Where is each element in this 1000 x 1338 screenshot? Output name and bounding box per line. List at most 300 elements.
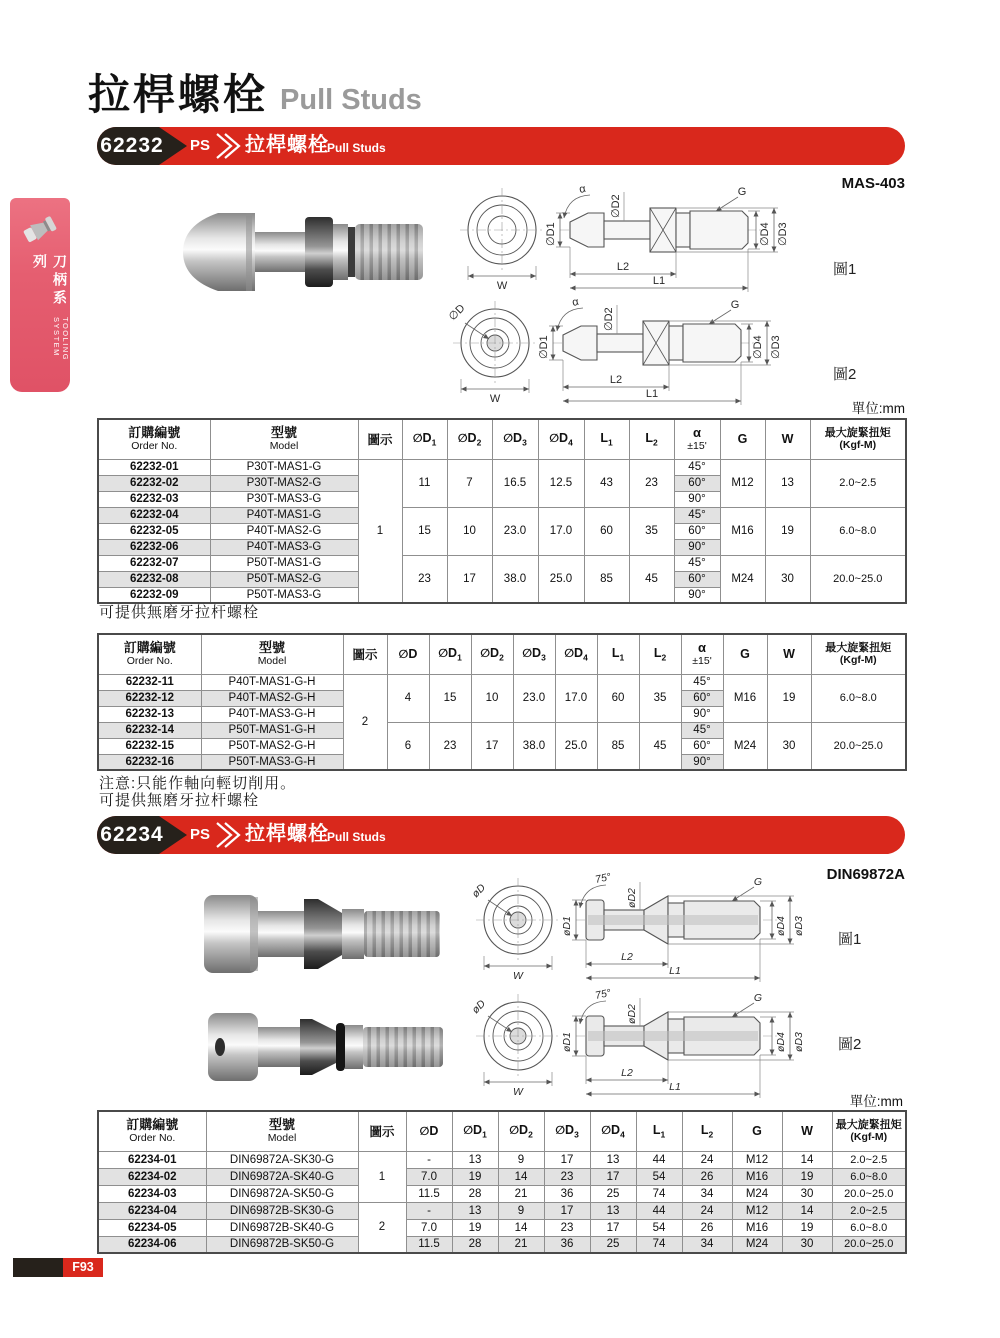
cell: 62232-12 <box>98 690 201 706</box>
column-header: 最大旋緊扭矩 (Kgf-M) <box>811 634 906 674</box>
column-header: G <box>732 1111 782 1151</box>
unit-label: 單位:mm <box>849 1094 903 1109</box>
figure-caption: 圖1 <box>838 931 862 948</box>
column-header: 訂購編號 Order No. <box>98 634 201 674</box>
cell: 1 <box>358 1151 406 1202</box>
table-row <box>98 674 906 690</box>
section-title-en: Pull Studs <box>327 830 386 844</box>
banner-background <box>97 127 905 165</box>
cell: M12 <box>732 1151 782 1168</box>
cell: 62232-09 <box>98 587 210 603</box>
table-row <box>98 507 906 523</box>
cell: 2.0~2.5 <box>810 459 906 507</box>
cell: 34 <box>682 1185 732 1202</box>
cell: 19 <box>782 1168 832 1185</box>
svg-text:øD: øD <box>469 881 489 901</box>
cell: M16 <box>732 1168 782 1185</box>
column-header: $\emptyset D_3$ <box>492 419 538 459</box>
cell: 10 <box>471 674 513 722</box>
svg-text:øD1: øD1 <box>561 1032 573 1052</box>
svg-text:W: W <box>513 970 523 982</box>
svg-text:L2: L2 <box>616 261 630 273</box>
cell: 15 <box>402 507 447 555</box>
cell: M24 <box>723 722 767 770</box>
table-row <box>98 1202 906 1219</box>
column-header: $L_2$ <box>629 419 674 459</box>
cell: 20.0~25.0 <box>832 1236 906 1253</box>
cell: 7.0 <box>406 1219 452 1236</box>
column-header: 最大旋緊扭矩 (Kgf-M) <box>832 1111 906 1151</box>
column-header: $\emptyset D_3$ <box>513 634 555 674</box>
cell: 25 <box>590 1185 636 1202</box>
column-header: α ±15' <box>681 634 723 674</box>
svg-text:∅D4: ∅D4 <box>759 222 771 246</box>
cell: 13 <box>452 1202 498 1219</box>
cell: P30T-MAS3-G <box>210 491 358 507</box>
cell: 62232-02 <box>98 475 210 491</box>
svg-text:L1: L1 <box>645 388 659 400</box>
svg-text:L2: L2 <box>621 951 633 963</box>
cell: 17 <box>471 722 513 770</box>
cell: 60° <box>681 738 723 754</box>
cell: 85 <box>584 555 629 603</box>
cell: 28 <box>452 1236 498 1253</box>
cell: M12 <box>732 1202 782 1219</box>
column-header: 圖示 <box>358 419 402 459</box>
cell: 62234-05 <box>98 1219 206 1236</box>
technical-drawing-din-fig2 <box>468 986 840 1115</box>
svg-text:L2: L2 <box>621 1067 633 1079</box>
column-header: 訂購編號 Order No. <box>98 1111 206 1151</box>
cell: 6.0~8.0 <box>810 507 906 555</box>
table-header-row <box>98 419 906 459</box>
svg-text:øD4: øD4 <box>775 1032 787 1052</box>
cell: 60° <box>674 475 720 491</box>
cell: 44 <box>636 1151 682 1168</box>
cell: 24 <box>682 1151 732 1168</box>
sidebar-tab-tooling-system <box>10 198 70 392</box>
cell: 17 <box>590 1219 636 1236</box>
column-header: $L_1$ <box>584 419 629 459</box>
cell: 6.0~8.0 <box>832 1168 906 1185</box>
page-title <box>88 62 422 122</box>
column-header: 型號 Model <box>210 419 358 459</box>
cell: 44 <box>636 1202 682 1219</box>
cell: 21 <box>498 1236 544 1253</box>
column-header: W <box>782 1111 832 1151</box>
svg-text:L2: L2 <box>609 374 623 386</box>
table-row <box>98 555 906 571</box>
svg-text:∅D1: ∅D1 <box>538 335 550 359</box>
figure-caption: 圖2 <box>833 366 857 383</box>
cell: 62234-06 <box>98 1236 206 1253</box>
cell: 10 <box>447 507 492 555</box>
table-row <box>98 459 906 475</box>
cell: 35 <box>639 674 681 722</box>
cell: 17.0 <box>555 674 597 722</box>
spec-table-62232-threaded <box>97 418 907 604</box>
spec-table-62232-with-hole <box>97 633 907 771</box>
section-code: 62232 <box>100 134 164 157</box>
svg-text:G: G <box>730 299 740 311</box>
cell: 54 <box>636 1168 682 1185</box>
cell: 62232-08 <box>98 571 210 587</box>
column-header: G <box>723 634 767 674</box>
cell: 23 <box>544 1168 590 1185</box>
cell: 45° <box>681 722 723 738</box>
cell: 36 <box>544 1236 590 1253</box>
cell: 43 <box>584 459 629 507</box>
svg-text:∅D: ∅D <box>446 302 468 324</box>
cell: 2.0~2.5 <box>832 1151 906 1168</box>
table-row <box>98 1236 906 1253</box>
svg-text:G: G <box>737 186 747 198</box>
cell: 7 <box>447 459 492 507</box>
section-code: 62234 <box>100 823 164 846</box>
cell: 7.0 <box>406 1168 452 1185</box>
cell: M12 <box>720 459 765 507</box>
cell: 26 <box>682 1219 732 1236</box>
column-header: 圖示 <box>343 634 387 674</box>
svg-text:75°: 75° <box>594 870 613 886</box>
cell: 90° <box>674 539 720 555</box>
table-header-row <box>98 634 906 674</box>
cell: 14 <box>782 1202 832 1219</box>
svg-text:L1: L1 <box>669 965 681 977</box>
cell: 24 <box>682 1202 732 1219</box>
cell: 30 <box>767 722 811 770</box>
cell: 11.5 <box>406 1236 452 1253</box>
svg-text:øD3: øD3 <box>793 1032 805 1052</box>
cell: P40T-MAS2-G-H <box>201 690 343 706</box>
cell: M16 <box>720 507 765 555</box>
cell: M16 <box>732 1219 782 1236</box>
cell: 62232-05 <box>98 523 210 539</box>
cell: 25.0 <box>555 722 597 770</box>
cell: 60 <box>584 507 629 555</box>
cell: P40T-MAS1-G-H <box>201 674 343 690</box>
cell: M24 <box>720 555 765 603</box>
cell: 62232-16 <box>98 754 201 770</box>
column-header: $\emptyset D_2$ <box>471 634 513 674</box>
cell: 23 <box>544 1219 590 1236</box>
cell: P30T-MAS2-G <box>210 475 358 491</box>
section-title-zh: 拉桿螺栓 <box>245 823 329 845</box>
section-title-en: Pull Studs <box>327 141 386 155</box>
cell: 38.0 <box>513 722 555 770</box>
section-banner-62232 <box>97 127 905 165</box>
column-header: $\emptyset D_4$ <box>590 1111 636 1151</box>
cell: 17.0 <box>538 507 584 555</box>
section-tag: PS <box>189 137 210 154</box>
svg-text:α: α <box>571 295 580 309</box>
column-header: $\emptyset D_2$ <box>498 1111 544 1151</box>
technical-drawing-mas-fig1 <box>452 180 824 309</box>
svg-text:G: G <box>753 876 763 888</box>
cell: 30 <box>782 1185 832 1202</box>
column-header: $L_2$ <box>682 1111 732 1151</box>
cell: 14 <box>498 1168 544 1185</box>
column-header: $\emptyset D_3$ <box>544 1111 590 1151</box>
cell: 36 <box>544 1185 590 1202</box>
svg-text:∅D2: ∅D2 <box>603 307 615 331</box>
cell: 90° <box>674 491 720 507</box>
cell: P50T-MAS3-G-H <box>201 754 343 770</box>
cell: 45 <box>629 555 674 603</box>
table-row <box>98 722 906 738</box>
cell: 20.0~25.0 <box>832 1185 906 1202</box>
table-header-row <box>98 1111 906 1151</box>
cell: 54 <box>636 1219 682 1236</box>
cell: 23.0 <box>513 674 555 722</box>
cell: 62232-06 <box>98 539 210 555</box>
column-header: $\emptyset D_4$ <box>538 419 584 459</box>
column-header: 最大旋緊扭矩 (Kgf-M) <box>810 419 906 459</box>
svg-text:øD2: øD2 <box>626 1004 638 1024</box>
cell: 13 <box>765 459 810 507</box>
svg-text:øD2: øD2 <box>626 888 638 908</box>
column-header: 型號 Model <box>206 1111 358 1151</box>
figure-caption: 圖2 <box>838 1036 862 1053</box>
unit-label: 單位:mm <box>851 401 905 416</box>
table-row <box>98 1168 906 1185</box>
column-header: $L_2$ <box>639 634 681 674</box>
svg-text:W: W <box>513 1086 523 1098</box>
cell: 20.0~25.0 <box>811 722 906 770</box>
column-header: α ±15' <box>674 419 720 459</box>
svg-text:øD: øD <box>469 997 489 1017</box>
cell: M16 <box>723 674 767 722</box>
cell: 60° <box>674 571 720 587</box>
product-photo-pull-stud-din-b <box>192 1003 460 1096</box>
sidebar-label <box>10 254 70 386</box>
cell: 62232-04 <box>98 507 210 523</box>
cell: P50T-MAS3-G <box>210 587 358 603</box>
cell: DIN69872A-SK40-G <box>206 1168 358 1185</box>
svg-text:øD3: øD3 <box>793 916 805 936</box>
figure-caption: 圖1 <box>833 261 857 278</box>
cell: 62232-14 <box>98 722 201 738</box>
cell: 62234-02 <box>98 1168 206 1185</box>
cell: 85 <box>597 722 639 770</box>
cell: 1 <box>358 459 402 603</box>
cell: 25 <box>590 1236 636 1253</box>
cell: 45° <box>674 555 720 571</box>
cell: 12.5 <box>538 459 584 507</box>
cell: 60 <box>597 674 639 722</box>
cell: M24 <box>732 1236 782 1253</box>
banner-background <box>97 816 905 854</box>
cell: P50T-MAS1-G-H <box>201 722 343 738</box>
cell: - <box>406 1202 452 1219</box>
cell: 15 <box>429 674 471 722</box>
sidebar-label-zh: 刀柄系列 <box>32 254 68 308</box>
column-header: ∅D <box>387 634 429 674</box>
technical-drawing-din-fig1 <box>468 870 840 999</box>
cell: 34 <box>682 1236 732 1253</box>
cell: 26 <box>682 1168 732 1185</box>
cell: 9 <box>498 1151 544 1168</box>
column-header: 訂購編號 Order No. <box>98 419 210 459</box>
section-banner-62234 <box>97 816 905 854</box>
section-tag: PS <box>189 826 210 843</box>
svg-text:∅D3: ∅D3 <box>770 335 782 359</box>
cell: 60° <box>681 690 723 706</box>
svg-text:øD1: øD1 <box>561 916 573 936</box>
cell: 90° <box>674 587 720 603</box>
cell: 62234-04 <box>98 1202 206 1219</box>
cell: M24 <box>732 1185 782 1202</box>
cell: P50T-MAS2-G-H <box>201 738 343 754</box>
cell: 45° <box>674 459 720 475</box>
cell: 62232-13 <box>98 706 201 722</box>
cell: P30T-MAS1-G <box>210 459 358 475</box>
footer-page-number: F93 <box>63 1258 103 1277</box>
cell: 45° <box>674 507 720 523</box>
cell: 45° <box>681 674 723 690</box>
technical-drawing-mas-fig2 <box>445 293 817 422</box>
cell: 35 <box>629 507 674 555</box>
cell: DIN69872A-SK30-G <box>206 1151 358 1168</box>
cell: 28 <box>452 1185 498 1202</box>
standard-label-mas403: MAS-403 <box>841 175 905 192</box>
footer-bar <box>13 1258 63 1277</box>
column-header: G <box>720 419 765 459</box>
cell: 60° <box>674 523 720 539</box>
svg-text:∅D4: ∅D4 <box>752 335 764 359</box>
column-header: 型號 Model <box>201 634 343 674</box>
cell: 19 <box>767 674 811 722</box>
cell: 19 <box>452 1219 498 1236</box>
cell: 30 <box>765 555 810 603</box>
cell: 6 <box>387 722 429 770</box>
toolholder-thumbnail-icon <box>19 206 61 252</box>
cell: 23.0 <box>492 507 538 555</box>
cell: 62234-01 <box>98 1151 206 1168</box>
table-row <box>98 1219 906 1236</box>
product-photo-pull-stud-din-a <box>188 880 458 993</box>
cell: P40T-MAS3-G-H <box>201 706 343 722</box>
column-header: 圖示 <box>358 1111 406 1151</box>
svg-text:75°: 75° <box>594 986 613 1002</box>
cell: DIN69872B-SK40-G <box>206 1219 358 1236</box>
cell: 13 <box>452 1151 498 1168</box>
cell: 45 <box>639 722 681 770</box>
cell: 17 <box>544 1151 590 1168</box>
table-row <box>98 1151 906 1168</box>
cell: DIN69872A-SK50-G <box>206 1185 358 1202</box>
cell: 13 <box>590 1202 636 1219</box>
svg-text:L1: L1 <box>652 275 666 287</box>
cell: 6.0~8.0 <box>811 674 906 722</box>
cell: 62232-07 <box>98 555 210 571</box>
section-title-zh: 拉桿螺栓 <box>245 134 329 156</box>
cell: 62232-11 <box>98 674 201 690</box>
cell: 2 <box>358 1202 406 1253</box>
cell: 90° <box>681 754 723 770</box>
svg-text:∅D3: ∅D3 <box>777 222 789 246</box>
cell: DIN69872B-SK50-G <box>206 1236 358 1253</box>
column-header: $\emptyset D_1$ <box>429 634 471 674</box>
cell: P40T-MAS3-G <box>210 539 358 555</box>
cell: 74 <box>636 1236 682 1253</box>
cell: 20.0~25.0 <box>810 555 906 603</box>
column-header: ∅D <box>406 1111 452 1151</box>
cell: 25.0 <box>538 555 584 603</box>
cell: 90° <box>681 706 723 722</box>
cell: P40T-MAS1-G <box>210 507 358 523</box>
cell: 19 <box>782 1219 832 1236</box>
cell: 19 <box>765 507 810 555</box>
sidebar-label-en: TOOLING SYSTEM <box>52 316 70 361</box>
table-note: 注意:只能作軸向輕切削用。 <box>99 775 297 792</box>
column-header: $\emptyset D_1$ <box>452 1111 498 1151</box>
cell: 62232-01 <box>98 459 210 475</box>
column-header: $\emptyset D_1$ <box>402 419 447 459</box>
cell: 19 <box>452 1168 498 1185</box>
column-header: $L_1$ <box>636 1111 682 1151</box>
column-header: $\emptyset D_2$ <box>447 419 492 459</box>
cell: DIN69872B-SK30-G <box>206 1202 358 1219</box>
svg-text:∅D1: ∅D1 <box>545 222 557 246</box>
cell: 2.0~2.5 <box>832 1202 906 1219</box>
svg-text:α: α <box>578 182 587 196</box>
cell: 9 <box>498 1202 544 1219</box>
column-header: W <box>765 419 810 459</box>
cell: 17 <box>544 1202 590 1219</box>
cell: 6.0~8.0 <box>832 1219 906 1236</box>
cell: P40T-MAS2-G <box>210 523 358 539</box>
page-title-zh: 拉桿螺栓 <box>88 71 269 118</box>
cell: P50T-MAS2-G <box>210 571 358 587</box>
cell: 17 <box>590 1168 636 1185</box>
cell: 23 <box>429 722 471 770</box>
cell: 11.5 <box>406 1185 452 1202</box>
table-note: 可提供無磨牙拉杆螺栓 <box>99 792 260 809</box>
cell: - <box>406 1151 452 1168</box>
cell: 14 <box>498 1219 544 1236</box>
spec-table-62234 <box>97 1110 907 1254</box>
column-header: $L_1$ <box>597 634 639 674</box>
column-header: W <box>767 634 811 674</box>
table-note: 可提供無磨牙拉杆螺栓 <box>99 604 260 621</box>
svg-text:G: G <box>753 992 763 1004</box>
cell: 30 <box>782 1236 832 1253</box>
svg-text:øD4: øD4 <box>775 916 787 936</box>
page-title-en: Pull Studs <box>280 84 422 116</box>
cell: P50T-MAS1-G <box>210 555 358 571</box>
svg-text:W: W <box>489 393 501 405</box>
cell: 11 <box>402 459 447 507</box>
column-header: $\emptyset D_4$ <box>555 634 597 674</box>
cell: 23 <box>629 459 674 507</box>
cell: 14 <box>782 1151 832 1168</box>
cell: 4 <box>387 674 429 722</box>
cell: 38.0 <box>492 555 538 603</box>
svg-text:∅D2: ∅D2 <box>610 194 622 218</box>
standard-label-din69872a: DIN69872A <box>826 866 905 883</box>
cell: 13 <box>590 1151 636 1168</box>
cell: 21 <box>498 1185 544 1202</box>
cell: 62232-15 <box>98 738 201 754</box>
cell: 74 <box>636 1185 682 1202</box>
cell: 2 <box>343 674 387 770</box>
table-row <box>98 1185 906 1202</box>
cell: 23 <box>402 555 447 603</box>
cell: 62232-03 <box>98 491 210 507</box>
cell: 62234-03 <box>98 1185 206 1202</box>
svg-text:W: W <box>496 280 508 292</box>
